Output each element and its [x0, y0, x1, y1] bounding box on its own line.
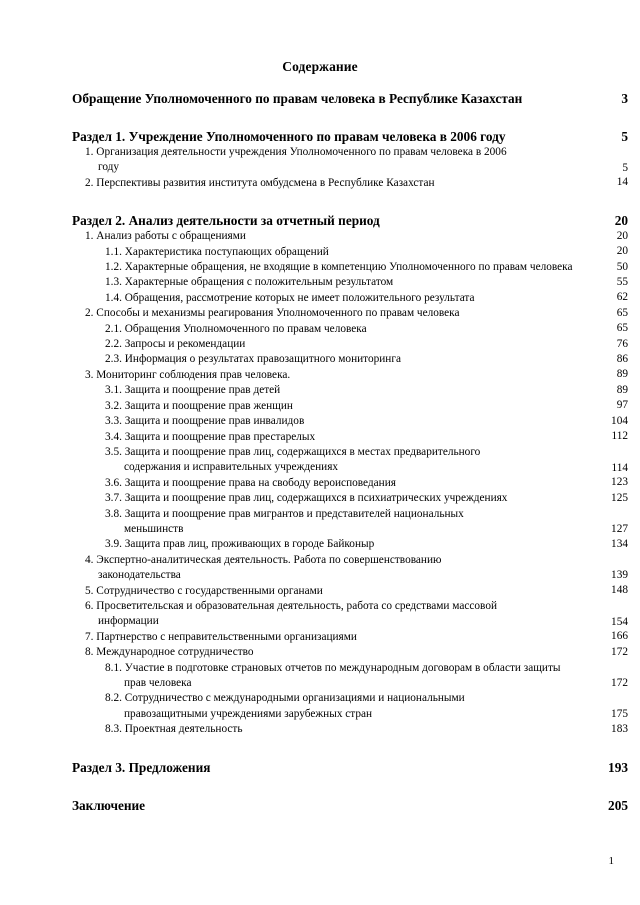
toc-entry-title: 3.1. Защита и поощрение прав детей	[105, 384, 281, 397]
toc-entry-page-number: 89	[616, 368, 628, 381]
toc-entry-title: 6. Просветительская и образовательная деятельность, работа со средствами массовой информации	[85, 599, 498, 628]
toc-entry[interactable]	[0, 383, 640, 398]
toc-entry[interactable]	[0, 759, 640, 776]
toc-entry-page-number: 154	[611, 615, 628, 628]
toc-entry-title: 1.3. Характерные обращения с положительным результатом	[105, 276, 394, 289]
table-of-contents	[0, 90, 640, 814]
toc-entry[interactable]	[0, 691, 640, 722]
toc-entry-page-number: 14	[616, 176, 628, 189]
toc-entry[interactable]	[0, 599, 640, 630]
toc-entry[interactable]	[0, 352, 640, 367]
toc-spacer	[0, 191, 640, 212]
toc-spacer	[0, 107, 640, 128]
toc-entry-title: 8.3. Проектная деятельность	[105, 723, 243, 736]
toc-entry-page-number: 172	[611, 677, 628, 690]
toc-entry-page-number: 123	[611, 476, 628, 489]
toc-entry-title: 3.4. Защита и поощрение прав престарелых	[105, 430, 316, 443]
toc-entry[interactable]	[0, 212, 640, 229]
toc-entry-title: 1.4. Обращения, рассмотрение которых не имеет положительного результата	[105, 291, 475, 304]
toc-entry-page-number: 5	[622, 161, 628, 174]
toc-entry-title: 1. Анализ работы с обращениями	[85, 230, 246, 243]
toc-entry-title: 2. Способы и механизмы реагирования Уполномоченного по правам человека	[85, 307, 460, 320]
toc-entry-title: 2.1. Обращения Уполномоченного по правам человека	[105, 322, 367, 335]
toc-entry-title: 3.9. Защита прав лиц, проживающих в городе Байконыр	[105, 538, 375, 551]
toc-entry-title: 8.2. Сотрудничество с международными организациями и национальными правозащитными учреждениями зарубежных стран	[105, 692, 465, 720]
toc-entry-page-number: 175	[611, 708, 628, 720]
toc-entry[interactable]	[0, 430, 640, 445]
toc-entry-page-number: 20	[616, 245, 628, 258]
toc-entry[interactable]	[0, 722, 640, 737]
toc-entry[interactable]	[0, 797, 640, 814]
toc-entry-title: 3.5. Защита и поощрение прав лиц, содержащихся в местах предварительного содержания и исправительных учреждениях	[105, 445, 481, 474]
toc-entry[interactable]	[0, 229, 640, 244]
toc-entry-page-number: 3	[621, 91, 628, 106]
toc-entry-page-number: 5	[621, 129, 628, 144]
toc-entry[interactable]	[0, 476, 640, 491]
toc-entry[interactable]	[0, 399, 640, 414]
toc-entry[interactable]	[0, 630, 640, 645]
toc-entry-page-number: 65	[616, 306, 628, 319]
toc-entry-page-number: 62	[616, 291, 628, 304]
toc-entry-title: 8.1. Участие в подготовке страновых отчетов по международным договорам в области защиты прав человека	[105, 661, 561, 689]
toc-entry-page-number: 114	[611, 461, 628, 474]
toc-entry-page-number: 20	[614, 213, 628, 229]
toc-entry-title: 3.2. Защита и поощрение прав женщин	[105, 399, 293, 412]
toc-entry-page-number: 86	[616, 353, 628, 366]
toc-entry[interactable]	[0, 553, 640, 584]
toc-entry-page-number: 112	[611, 430, 628, 443]
toc-entry-title: 7. Партнерство с неправительственными организациями	[85, 630, 357, 643]
toc-entry[interactable]	[0, 145, 640, 176]
toc-entry-title: 3.6. Защита и поощрение права на свободу вероисповедания	[105, 476, 396, 489]
toc-entry[interactable]	[0, 661, 640, 692]
toc-entry-page-number: 89	[616, 383, 628, 396]
toc-entry-page-number: 125	[611, 491, 628, 504]
toc-entry-page-number: 148	[611, 584, 628, 597]
toc-entry-page-number: 50	[616, 260, 628, 273]
toc-entry[interactable]	[0, 368, 640, 383]
toc-entry-title: 2.3. Информация о результатах правозащитного мониторинга	[105, 353, 401, 366]
toc-entry[interactable]	[0, 491, 640, 506]
toc-entry-page-number: 55	[616, 276, 628, 289]
toc-entry-title: Раздел 3. Предложения	[72, 759, 211, 775]
toc-entry-title: 2.2. Запросы и рекомендации	[105, 338, 246, 351]
toc-spacer	[0, 738, 640, 759]
toc-entry-page-number: 205	[608, 797, 628, 813]
toc-entry[interactable]	[0, 584, 640, 599]
toc-entry-page-number: 193	[608, 759, 628, 775]
toc-entry[interactable]	[0, 337, 640, 352]
toc-entry-title: Заключение	[72, 797, 146, 813]
toc-entry[interactable]	[0, 322, 640, 337]
toc-entry-title: 1. Организация деятельности учреждения Уполномоченного по правам человека в 2006 году	[85, 146, 507, 174]
toc-entry[interactable]	[0, 414, 640, 429]
toc-entry[interactable]	[0, 537, 640, 552]
toc-entry-title: Раздел 2. Анализ деятельности за отчетный период	[72, 213, 380, 229]
page-title: Содержание	[282, 59, 358, 74]
toc-spacer	[0, 776, 640, 797]
toc-entry-page-number: 127	[611, 523, 628, 536]
toc-entry-title: 3.7. Защита и поощрение прав лиц, содержащихся в психиатрических учреждениях	[105, 492, 508, 505]
toc-entry[interactable]	[0, 507, 640, 538]
toc-entry[interactable]	[0, 445, 640, 476]
toc-entry[interactable]	[0, 260, 640, 275]
toc-entry[interactable]	[0, 645, 640, 660]
toc-entry-page-number: 183	[611, 722, 628, 735]
toc-entry-page-number: 166	[611, 630, 628, 643]
toc-entry-title: 1.2. Характерные обращения, не входящие в компетенцию Уполномоченного по правам человека	[105, 261, 573, 274]
toc-entry-title: 8. Международное сотрудничество	[85, 646, 254, 659]
toc-entry-page-number: 104	[611, 414, 628, 427]
toc-entry[interactable]	[0, 245, 640, 260]
toc-entry[interactable]	[0, 90, 640, 107]
toc-entry-title: 1.1. Характеристика поступающих обращений	[105, 245, 329, 258]
toc-entry[interactable]	[0, 275, 640, 290]
toc-entry-page-number: 65	[616, 322, 628, 335]
toc-entry-page-number: 139	[611, 569, 628, 582]
toc-entry-title: 4. Экспертно-аналитическая деятельность. Работа по совершенствованию законодательства	[85, 553, 442, 582]
toc-entry-page-number: 134	[611, 537, 628, 550]
toc-entry-title: 3.3. Защита и поощрение прав инвалидов	[105, 415, 305, 428]
toc-entry-title: 2. Перспективы развития института омбудсмена в Республике Казахстан	[85, 176, 435, 189]
toc-entry[interactable]	[0, 306, 640, 321]
toc-entry-title: Обращение Уполномоченного по правам человека в Республике Казахстан	[72, 91, 523, 106]
page-folio-number: 1	[608, 855, 614, 867]
toc-entry-page-number: 20	[616, 229, 628, 242]
toc-entry-page-number: 172	[611, 645, 628, 658]
toc-entry[interactable]	[0, 176, 640, 191]
toc-entry-title: 5. Сотрудничество с государственными органами	[85, 584, 323, 597]
toc-entry-title: Раздел 1. Учреждение Уполномоченного по правам человека в 2006 году	[72, 129, 506, 144]
toc-entry[interactable]	[0, 291, 640, 306]
toc-entry-page-number: 97	[616, 399, 628, 412]
toc-entry[interactable]	[0, 128, 640, 145]
toc-entry-title: 3.8. Защита и поощрение прав мигрантов и представителей национальных меньшинств	[105, 507, 464, 535]
toc-entry-title: 3. Мониторинг соблюдения прав человека.	[85, 368, 291, 381]
toc-entry-page-number: 76	[616, 337, 628, 350]
